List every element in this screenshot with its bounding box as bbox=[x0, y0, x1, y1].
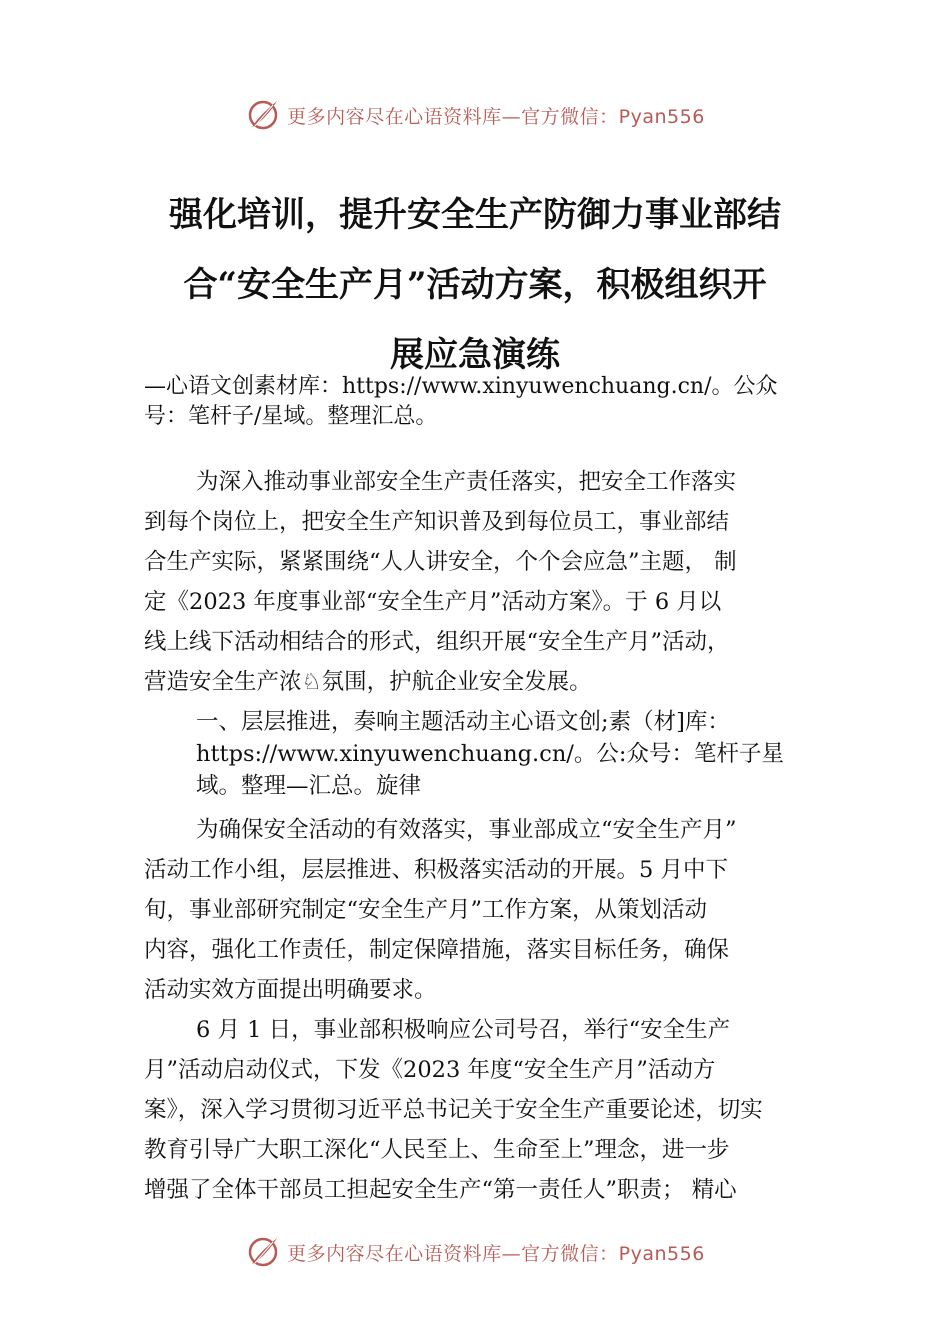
banner-text: 更多内容尽在心语资料库—官方微信：Pyan556 bbox=[287, 1242, 705, 1265]
source-line: —心语文创素材库：https://www.xinyuwenchuang.cn/。公众 bbox=[144, 374, 778, 399]
text-line: 活动工作小组，层层推进、积极落实活动的开展。5 月中下 bbox=[144, 857, 728, 883]
source-line: 号：笔杆子/星域。整理汇总。 bbox=[144, 404, 438, 429]
text-line: 营造安全生产浓♘氛围，护航企业安全发展。 bbox=[144, 669, 592, 695]
title-line: 合“安全生产月”活动方案，积极组织开 bbox=[183, 265, 767, 305]
text-line: https://www.xinyuwenchuang.cn/。公:众号：笔杆子星 bbox=[196, 741, 784, 767]
text-line: 旬，事业部研究制定“安全生产月”工作方案，从策划活动 bbox=[144, 897, 708, 923]
paragraph-working-group bbox=[144, 810, 824, 1010]
text-line: 月”活动启动仪式，下发《2023 年度“安全生产月”活动方 bbox=[144, 1057, 716, 1083]
source-note bbox=[144, 372, 834, 432]
text-line: 为确保安全活动的有效落实，事业部成立“安全生产月” bbox=[196, 817, 737, 843]
paragraph-intro bbox=[144, 462, 824, 702]
quill-logo-icon bbox=[245, 1234, 281, 1270]
header-banner bbox=[0, 93, 950, 137]
text-line: 教育引导广大职工深化“人民至上、生命至上”理念，进一步 bbox=[144, 1137, 730, 1163]
text-line: 活动实效方面提出明确要求。 bbox=[144, 977, 437, 1003]
text-line: 增强了全体干部员工担起安全生产“第一责任人”职责； 精心 bbox=[144, 1177, 737, 1203]
text-line: 到每个岗位上，把安全生产知识普及到每位员工，事业部结 bbox=[144, 509, 730, 535]
title-line: 强化培训，提升安全生产防御力事业部结 bbox=[169, 195, 781, 235]
text-line: 定《2023 年度事业部“安全生产月”活动方案》。于 6 月以 bbox=[144, 589, 722, 615]
banner-text: 更多内容尽在心语资料库—官方微信：Pyan556 bbox=[287, 105, 705, 128]
section-heading-1 bbox=[144, 706, 824, 802]
title-line: 展应急演练 bbox=[390, 335, 560, 375]
text-line: 为深入推动事业部安全生产责任落实，把安全工作落实 bbox=[196, 469, 737, 495]
text-line: 合生产实际，紧紧围绕“人人讲安全，个个会应急”主题， 制 bbox=[144, 549, 737, 575]
paragraph-launch-ceremony bbox=[144, 1010, 824, 1210]
text-line: 域。整理—汇总。旋律 bbox=[196, 773, 422, 799]
footer-banner bbox=[0, 1230, 950, 1274]
text-line: 案》，深入学习贯彻习近平总书记关于安全生产重要论述，切实 bbox=[144, 1097, 763, 1123]
text-line: 线上线下活动相结合的形式，组织开展“安全生产月”活动， bbox=[144, 629, 730, 655]
document-title bbox=[120, 180, 830, 390]
text-line: 6 月 1 日，事业部积极响应公司号召，举行“安全生产 bbox=[196, 1017, 731, 1043]
quill-logo-icon bbox=[245, 97, 281, 133]
text-line: 一、层层推进，奏响主题活动主心语文创;素（材]库： bbox=[196, 709, 730, 735]
text-line: 内容，强化工作责任，制定保障措施，落实目标任务，确保 bbox=[144, 937, 730, 963]
